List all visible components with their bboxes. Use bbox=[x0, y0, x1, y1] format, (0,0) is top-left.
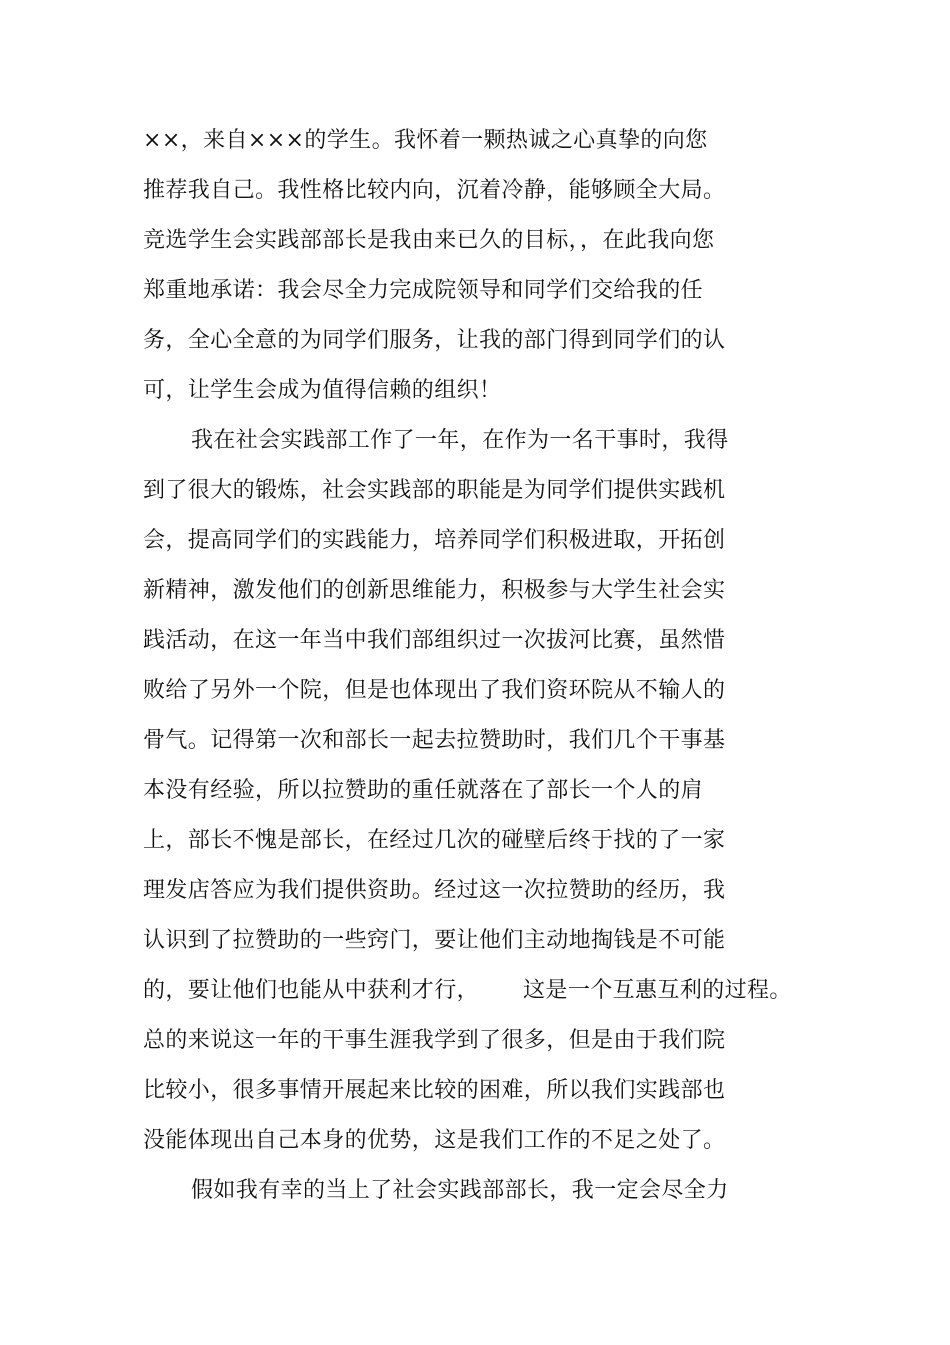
text-line: 到了很大的锻炼，社会实践部的职能是为同学们提供实践机 bbox=[143, 478, 726, 503]
text-line: 总的来说这一年的干事生涯我学到了很多，但是由于我们院 bbox=[143, 1028, 726, 1053]
text-line: 竞选学生会实践部部长是我由来已久的目标，，在此我向您 bbox=[143, 228, 715, 253]
text-line: 骨气。记得第一次和部长一起去拉赞助时，我们几个干事基 bbox=[143, 728, 726, 753]
text-line: 没能体现出自己本身的优势，这是我们工作的不足之处了。 bbox=[143, 1128, 726, 1153]
text-line: 会，提高同学们的实践能力，培养同学们积极进取，开拓创 bbox=[143, 528, 726, 553]
paragraph-2 bbox=[143, 421, 792, 1171]
paragraph-1 bbox=[143, 121, 783, 421]
text-line: 我在社会实践部工作了一年，在作为一名干事时，我得 bbox=[191, 428, 729, 453]
text-line: ××，来自×××的学生。我怀着一颗热诚之心真挚的向您 bbox=[143, 128, 708, 153]
text-line: 败给了另外一个院，但是也体现出了我们资环院从不输人的 bbox=[143, 678, 726, 703]
text-line: 新精神，激发他们的创新思维能力，积极参与大学生社会实 bbox=[143, 578, 726, 603]
text-line: 理发店答应为我们提供资助。经过这一次拉赞助的经历，我 bbox=[143, 878, 726, 903]
text-line: 假如我有幸的当上了社会实践部部长，我一定会尽全力 bbox=[191, 1178, 729, 1203]
paragraph-3 bbox=[143, 1171, 783, 1221]
text-segment: 的，要让他们也能从中获利才行， bbox=[143, 978, 480, 1003]
text-line: 本没有经验，所以拉赞助的重任就落在了部长一个人的肩 bbox=[143, 778, 704, 803]
document-body bbox=[143, 121, 792, 1221]
text-line: 推荐我自己。我性格比较内向，沉着冷静，能够顾全大局。 bbox=[143, 178, 726, 203]
text-line: 上，部长不愧是部长，在经过几次的碰壁后终于找的了一家 bbox=[143, 828, 726, 853]
text-line: 可，让学生会成为值得信赖的组织！ bbox=[143, 378, 502, 403]
text-line: 务，全心全意的为同学们服务，让我的部门得到同学们的认 bbox=[143, 328, 726, 353]
text-line: 践活动，在这一年当中我们部组织过一次拔河比赛，虽然惜 bbox=[143, 628, 726, 653]
text-line bbox=[143, 971, 792, 1021]
text-line: 认识到了拉赞助的一些窍门，要让他们主动地掏钱是不可能 bbox=[143, 928, 726, 953]
text-line: 比较小，很多事情开展起来比较的困难，所以我们实践部也 bbox=[143, 1078, 726, 1103]
text-segment: 这是一个互惠互利的过程。 bbox=[523, 978, 792, 1003]
text-line: 郑重地承诺：我会尽全力完成院领导和同学们交给我的任 bbox=[143, 278, 704, 303]
